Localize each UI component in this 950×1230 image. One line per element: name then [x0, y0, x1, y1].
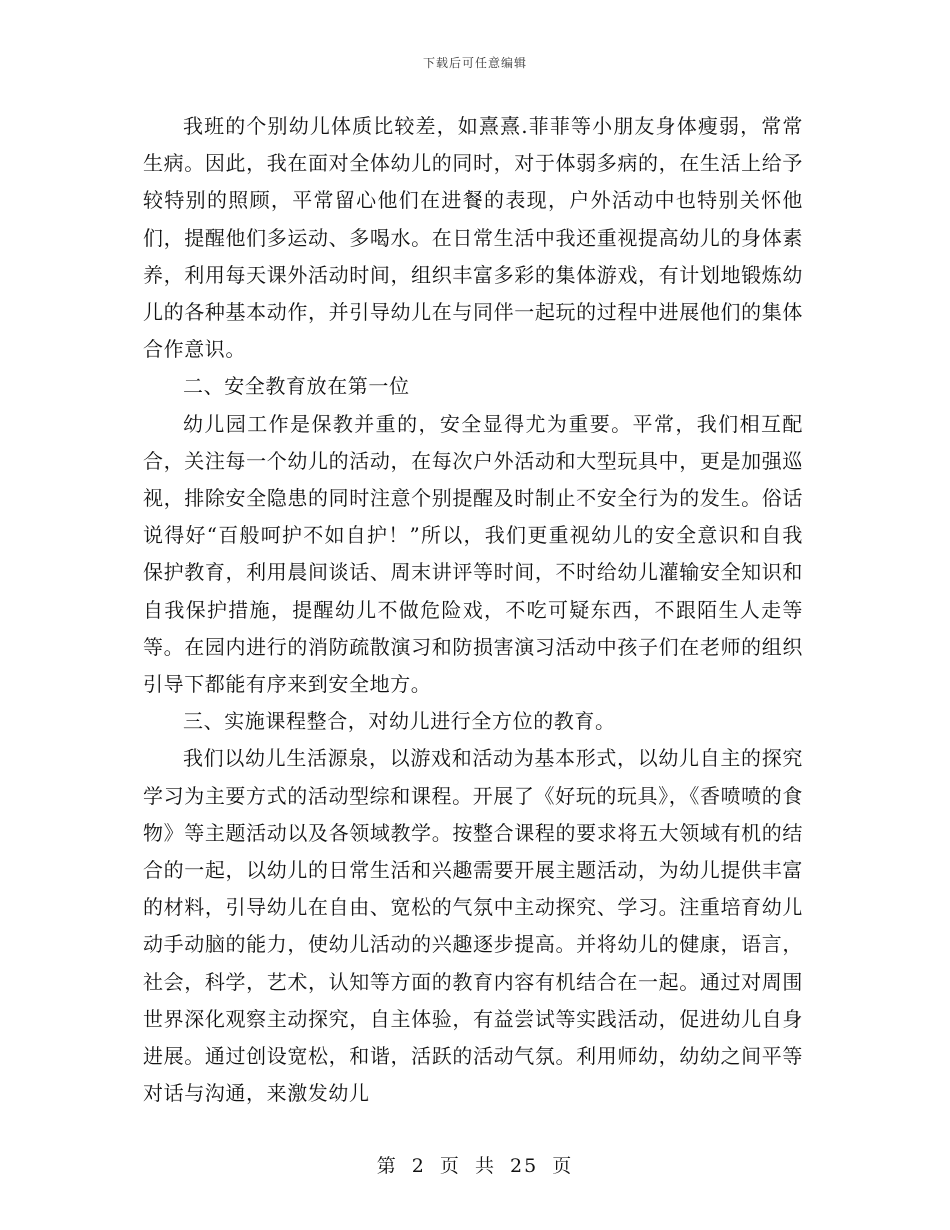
- document-body: [143, 108, 803, 1112]
- heading-curriculum-integration: 三、实施课程整合，对幼儿进行全方位的教育。: [183, 709, 616, 734]
- paragraph-curriculum-integration: 我们以幼儿生活源泉，以游戏和活动为基本形式，以幼儿自主的探究学习为主要方式的活动型综和课程。开展了《好玩的玩具》，《香喷喷的食物》等主题活动以及各领域教学。按整合课程的要求将五大领域有机的结合的一起，以幼儿的日常生活和兴趣需要开展主题活动，为幼儿提供丰富的材料，引导幼儿在自由、宽松的气氛中主动探究、学习。注重培育幼儿动手动脑的能力，使幼儿活动的兴趣逐步提高。并将幼儿的健康，语言，社会，科学，艺术，认知等方面的教育内容有机结合在一起。通过对周围世界深化观察主动探究，自主体验，有益尝试等实践活动，促进幼儿自身进展。通过创设宽松，和谐，活跃的活动气氛。利用师幼，幼幼之间平等对话与沟通，来激发幼儿: [143, 746, 803, 1106]
- header-edit-note: 下载后可任意编辑: [422, 56, 527, 70]
- paragraph-physical-health: 我班的个别幼儿体质比较差，如熹熹.菲菲等小朋友身体瘦弱，常常生病。因此，我在面对全体幼儿的同时，对于体弱多病的，在生活上给予较特别的照顾，平常留心他们在进餐的表现，户外活动中也特别关怀他们，提醒他们多运动、多喝水。在日常生活中我还重视提高幼儿的身体素养，利用每天课外活动时间，组织丰富多彩的集体游戏，有计划地锻炼幼儿的各种基本动作，并引导幼儿在与同伴一起玩的过程中进展他们的集体合作意识。: [143, 114, 803, 362]
- paragraph-safety-education: 幼儿园工作是保教并重的，安全显得尤为重要。平常，我们相互配合，关注每一个幼儿的活动，在每次户外活动和大型玩具中，更是加强巡视，排除安全隐患的同时注意个别提醒及时制止不安全行为的发生。俗话说得好“百般呵护不如自护！”所以，我们更重视幼儿的安全意识和自我保护教育，利用晨间谈话、周末讲评等时间，不时给幼儿灌输安全知识和自我保护措施，提醒幼儿不做危险戏，不吃可疑东西，不跟陌生人走等等。在园内进行的消防疏散演习和防损害演习活动中孩子们在老师的组织引导下都能有序来到安全地方。: [143, 411, 803, 697]
- page-number-footer: 第 2 页 共 25 页: [376, 1155, 574, 1177]
- heading-safety-education: 二、安全教育放在第一位: [183, 374, 410, 399]
